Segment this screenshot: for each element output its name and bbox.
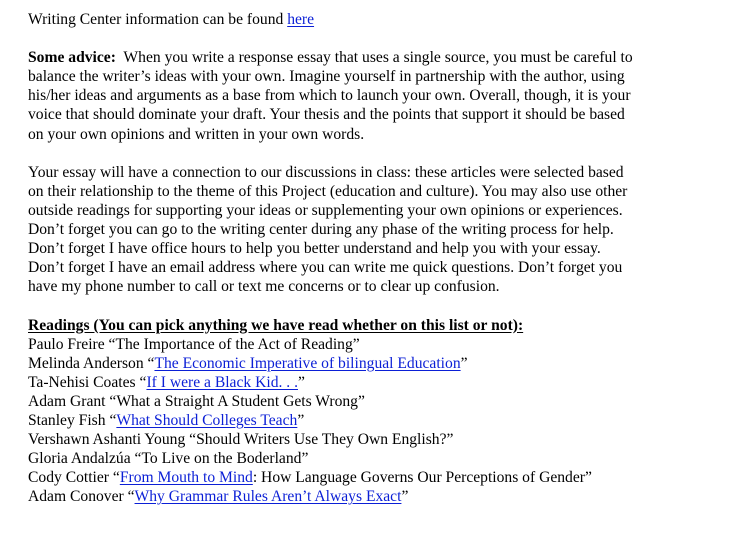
reading-text: ” [297,373,305,391]
connection-line: on their relationship to the theme of this Project (education and culture). You may also use other [28,182,628,200]
reading-text: ” [297,411,305,429]
document-body [28,10,728,506]
reading-item [28,335,728,354]
reading-link-coates[interactable]: If I were a Black Kid. . . [146,373,298,391]
readings-heading: Readings (You can pick anything we have read whether on this list or not): [28,316,524,334]
writing-center-text: Writing Center information can be found [28,11,288,28]
reading-text: : How Language Governs Our Perceptions of Gender” [252,469,592,487]
reading-text: ” [460,354,468,372]
spacer [28,144,728,163]
reading-item [28,392,728,411]
connection-line: outside readings for supporting your ideas or supplementing your own opinions or experiences. [28,201,623,219]
spacer [28,29,728,48]
connection-line: have my phone number to call or text me concerns or to clear up confusion. [28,278,500,296]
reading-item [28,487,728,506]
reading-item [28,411,728,430]
reading-text: Ta-Nehisi Coates “ [28,373,147,391]
reading-link-cottier[interactable]: From Mouth to Mind [119,469,253,487]
readings-list [28,335,728,507]
reading-text: Vershawn Ashanti Young “Should Writers Use They Own English?” [28,431,454,449]
reading-text: Stanley Fish “ [28,411,117,429]
advice-line [28,48,728,67]
connection-line: Don’t forget I have office hours to help you better understand and help you with your essay. [28,240,601,258]
reading-item [28,468,728,487]
reading-item [28,449,728,468]
reading-text: Adam Grant “What a Straight A Student Gets Wrong” [28,392,365,410]
reading-item [28,373,728,392]
reading-text: Cody Cottier “ [28,469,120,487]
advice-line: balance the writer’s ideas with your own. Imagine yourself in partnership with the author, using [28,68,625,86]
reading-item [28,354,728,373]
advice-line: on your own opinions and written in your own words. [28,125,365,143]
reading-link-anderson[interactable]: The Economic Imperative of bilingual Education [154,354,461,372]
writing-center-line [28,10,728,29]
spacer [28,296,728,315]
connection-line: Your essay will have a connection to our discussions in class: these articles were selected based [28,163,624,181]
advice-line: voice that should dominate your draft. Your thesis and the points that support it should be based [28,106,625,124]
reading-item [28,430,728,449]
reading-text: Adam Conover “ [28,488,135,506]
reading-link-conover[interactable]: Why Grammar Rules Aren’t Always Exact [134,488,402,506]
reading-link-fish[interactable]: What Should Colleges Teach [116,411,298,429]
connection-paragraph [28,163,728,297]
reading-text: Paulo Freire “The Importance of the Act of Reading” [28,335,360,353]
reading-text: Melinda Anderson “ [28,354,155,372]
reading-text: ” [401,488,409,506]
advice-line: his/her ideas and arguments as a base from which to launch your own. Overall, though, it is your [28,87,631,105]
connection-line: Don’t forget you can go to the writing center during any phase of the writing process for help. [28,221,614,239]
writing-center-link[interactable]: here [287,11,315,28]
advice-paragraph [28,48,728,143]
advice-line-text: When you write a response essay that uses a single source, you must be careful to [115,49,633,67]
reading-text: Gloria Andalzúa “To Live on the Boderland” [28,450,309,468]
advice-label: Some advice: [28,49,116,67]
connection-line: Don’t forget I have an email address where you can write me quick questions. Don’t forget you [28,259,623,277]
